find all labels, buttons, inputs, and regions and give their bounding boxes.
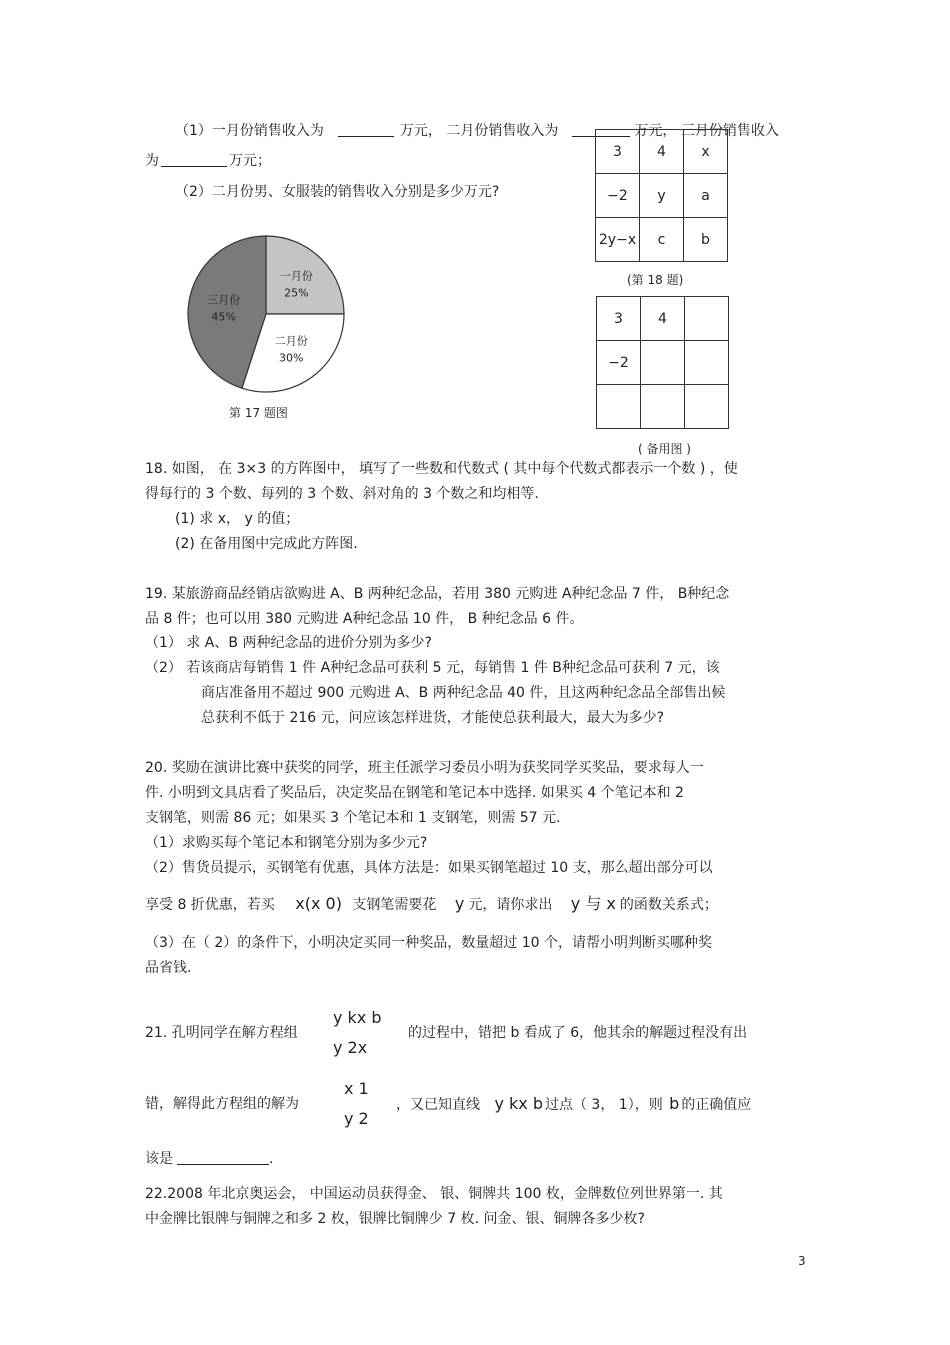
grid-backup-cell-2-1: [641, 385, 685, 429]
q21-line2-a: 错，解得此方程组的解为: [145, 1096, 299, 1112]
q20-line2: 件. 小明到文具店看了奖品后，决定奖品在钢笔和笔记本中选择. 如果买 4 个笔记本和 2: [145, 785, 684, 801]
grid-18-cell-1-1: y: [640, 174, 684, 218]
q17-line1-c: 万元， 三月份销售收入: [634, 123, 779, 139]
q21-line2: [396, 1095, 751, 1114]
q20-part3a: （3）在（ 2）的条件下，小明决定买同一种奖品，数量超过 10 个，请帮小明判断买哪种奖: [145, 935, 712, 951]
blank-jan: [338, 122, 394, 137]
grid-backup-cell-1-0: −2: [597, 341, 641, 385]
grid-18-caption: (第 18 题): [627, 273, 684, 287]
blank-answer: [177, 1150, 269, 1165]
grid-backup-cell-1-1: [641, 341, 685, 385]
q17-line2-b: 万元；: [229, 153, 271, 169]
q20-math-x: x(x 0): [295, 894, 342, 913]
pie-pct-0: 25%: [284, 286, 309, 300]
q20-part2b-tail: 的函数关系式；: [619, 897, 718, 913]
grid-18-cell-0-0: 3: [596, 130, 640, 174]
grid-18-row: [596, 174, 728, 218]
q19-part2c: 总获利不低于 216 元，问应该怎样进货，才能使总获利最大，最大为多少?: [201, 710, 665, 726]
grid-backup-caption: ( 备用图 ): [638, 442, 691, 456]
q21-line1-b: 的过程中，错把 b 看成了 6，他其余的解题过程没有出: [408, 1025, 748, 1041]
grid-18-cell-2-1: c: [640, 218, 684, 262]
grid-backup-cell-1-2: [685, 341, 729, 385]
q20-math-y: y: [454, 894, 465, 913]
q19-part2a: （2） 若该商店每销售 1 件 A种纪念品可获利 5 元，每销售 1 件 B种纪念品可获利 7 元，该: [145, 660, 720, 676]
grid-backup-cell-0-1: 4: [641, 297, 685, 341]
q20-math-yx: y 与 x: [570, 894, 616, 913]
q21-line2-b: ，又已知直线: [396, 1097, 480, 1113]
q17-line2: [145, 152, 271, 170]
grid-backup-cell-0-0: 3: [597, 297, 641, 341]
pie-label-0: 一月份: [279, 269, 313, 283]
grid-backup-row: [597, 297, 729, 341]
q18-line1: 18. 如图， 在 3×3 的方阵图中， 填写了一些数和代数式 ( 其中每个代数式都表示一个数 ) ，使: [145, 461, 738, 477]
grid-backup-row: [597, 385, 729, 429]
q17-line1-a: （1）一月份销售收入为: [175, 123, 324, 139]
q19-part1: （1） 求 A、B 两种纪念品的进价分别为多少?: [145, 635, 432, 651]
q17-line2-a: 为: [145, 153, 159, 169]
q21-line3: 该是 .: [145, 1151, 274, 1167]
q21-line-eq: y kx b: [494, 1094, 543, 1113]
pie-pct-2: 45%: [211, 310, 236, 324]
q21-system2-bottom: y 2: [344, 1109, 369, 1128]
pie-label-1: 二月份: [274, 334, 308, 348]
q21-system2-top: x 1: [344, 1079, 369, 1098]
q20-part3b: 品省钱.: [145, 960, 192, 976]
q18-part1: (1) 求 x， y 的值；: [175, 511, 300, 527]
grid-18-row: [596, 130, 728, 174]
q21-line3-text: 该是: [145, 1151, 173, 1167]
q17-line3: （2）二月份男、女服装的销售收入分别是多少万元?: [175, 184, 500, 200]
grid-backup-cell-2-0: [597, 385, 641, 429]
grid-18-cell-0-2: x: [684, 130, 728, 174]
q18-part2: (2) 在备用图中完成此方阵图.: [175, 536, 358, 552]
q20-part2b-rest: 支钢笔需要花: [352, 897, 437, 913]
q20-part2a: （2）售货员提示，买钢笔有优惠，具体方法是：如果买钢笔超过 10 支，那么超出部分可以: [145, 860, 713, 876]
grid-backup-cell-0-2: [685, 297, 729, 341]
grid-backup-row: [597, 341, 729, 385]
grid-18-cell-1-0: −2: [596, 174, 640, 218]
q22-line1: 22.2008 年北京奥运会， 中国运动员获得金、 银、铜牌共 100 枚，金牌数位列世界第一. 其: [145, 1186, 723, 1202]
grid-backup-cell-2-2: [685, 385, 729, 429]
grid-18: [595, 129, 728, 262]
q21-line2-c: 过点（ 3， 1），则: [544, 1097, 663, 1113]
q21-b: b: [669, 1094, 680, 1113]
q18-line2: 得每行的 3 个数、每列的 3 个数、斜对角的 3 个数之和均相等.: [145, 486, 539, 502]
q21-system1-top: y kx b: [333, 1008, 382, 1027]
grid-18-cell-0-1: 4: [640, 130, 684, 174]
q20-part1: （1）求购买每个笔记本和钢笔分别为多少元?: [145, 835, 428, 851]
q21-line2-d: 的正确值应: [681, 1097, 752, 1113]
q22-line2: 中金牌比银牌与铜牌之和多 2 枚，银牌比铜牌少 7 枚. 问金、银、铜牌各多少枚?: [145, 1211, 645, 1227]
q19-part2b: 商店准备用不超过 900 元购进 A、B 两种纪念品 40 件，且这两种纪念品全部售出候: [201, 685, 726, 701]
pie-pct-1: 30%: [278, 351, 304, 365]
pie-label-2: 三月份: [207, 293, 241, 307]
grid-18-cell-2-2: b: [684, 218, 728, 262]
page-number: 3: [798, 1254, 806, 1268]
grid-18-cell-1-2: a: [684, 174, 728, 218]
pie-caption: 第 17 题图: [229, 406, 288, 420]
pie-chart: [181, 229, 351, 399]
q20-line1: 20. 奖励在演讲比赛中获奖的同学，班主任派学习委员小明为获奖同学买奖品，要求每人一: [145, 760, 704, 776]
q21-system1-bottom: y 2x: [333, 1038, 368, 1057]
blank-mar: [161, 152, 227, 167]
q19-line1: 19. 某旅游商品经销店欲购进 A、B 两种纪念品，若用 380 元购进 A种纪念品 7 件， B种纪念: [145, 586, 730, 602]
grid-18-row: [596, 218, 728, 262]
q20-part2b-text: 享受 8 折优惠，若买: [145, 897, 275, 913]
q20-part2b: [145, 895, 718, 914]
grid-backup: [596, 296, 729, 429]
grid-18-cell-2-0: 2y−x: [596, 218, 640, 262]
q19-line2: 品 8 件；也可以用 380 元购进 A种纪念品 10 件， B 种纪念品 6 件。: [145, 611, 584, 627]
q17-line1-b: 万元， 二月份销售收入为: [399, 123, 559, 139]
q20-part2b-end: 元，请你求出: [468, 897, 553, 913]
q21-line1-a: 21. 孔明同学在解方程组: [145, 1025, 298, 1041]
q20-line3: 支钢笔，则需 86 元；如果买 3 个笔记本和 1 支钢笔，则需 57 元.: [145, 810, 561, 826]
